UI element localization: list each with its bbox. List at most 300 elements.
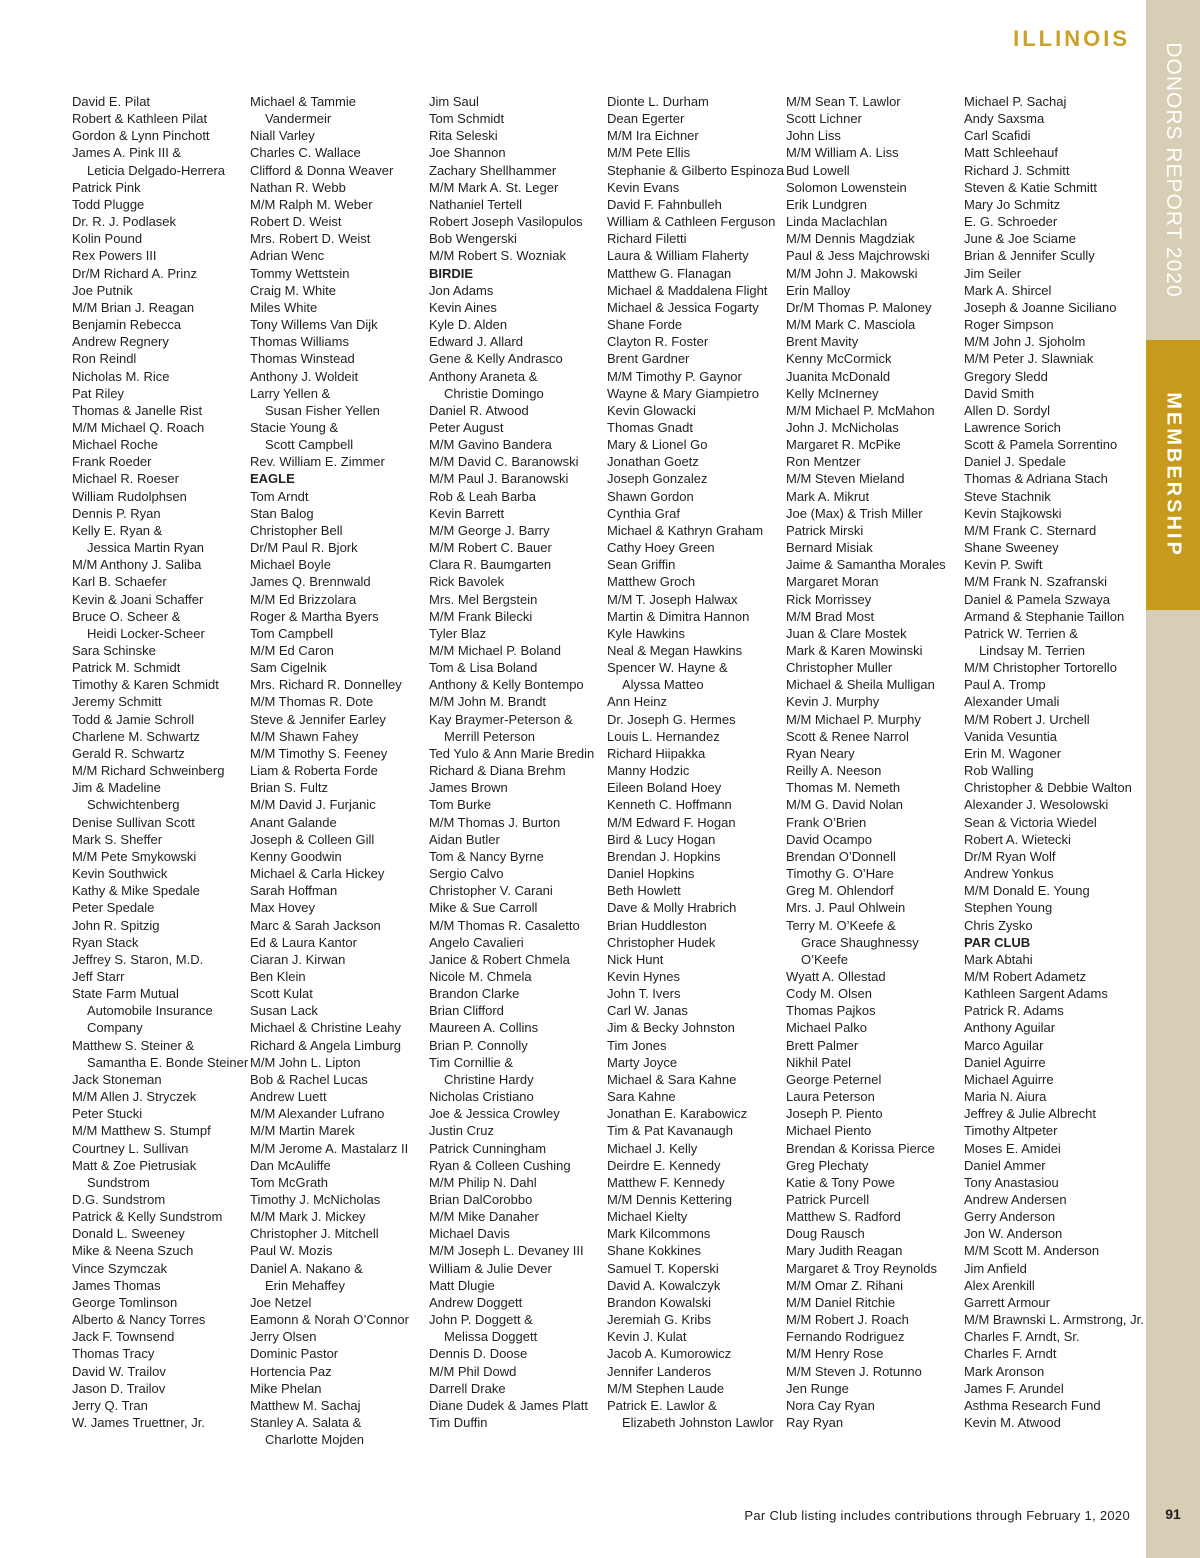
donor-name: Kevin Southwick xyxy=(72,866,168,882)
section-tab xyxy=(1146,340,1200,610)
donor-name: Stacie Young & xyxy=(250,419,339,435)
donor-name: Janice & Robert Chmela xyxy=(429,951,570,967)
donor-name: David E. Pilat xyxy=(72,94,151,109)
donor-name: Patrick Cunningham xyxy=(429,1140,547,1156)
donor-name: Brendan J. Hopkins xyxy=(607,848,721,864)
donor-name: Susan Lack xyxy=(250,1003,318,1019)
donor-name: Kevin J. Kulat xyxy=(607,1329,687,1345)
donor-name: Daniel Aguirre xyxy=(964,1054,1046,1070)
donor-name: M/M Daniel Ritchie xyxy=(786,1294,896,1310)
donor-name: Jack F. Townsend xyxy=(72,1329,175,1345)
donor-name: M/M Paul J. Baranowski xyxy=(429,471,569,487)
donor-name: Todd Plugge xyxy=(72,196,145,212)
donor-name: M/M Dennis Kettering xyxy=(607,1192,732,1207)
donor-name-continued: Leticia Delgado-Herrera xyxy=(87,162,226,178)
donor-name: Kevin Hynes xyxy=(607,968,680,984)
donor-name: Beth Howlett xyxy=(607,883,681,899)
donor-name: Brent Mavity xyxy=(786,334,859,350)
donor-name: M/M Stephen Laude xyxy=(607,1380,725,1396)
donor-name: Jen Runge xyxy=(786,1380,849,1396)
donor-name: M/M Donald E. Young xyxy=(964,883,1090,899)
donor-name: Doug Rausch xyxy=(786,1226,865,1242)
donor-name: Robert Joseph Vasilopulos xyxy=(429,214,583,230)
donor-name: John T. Ivers xyxy=(607,986,681,1002)
donor-name: Paul A. Tromp xyxy=(964,677,1046,693)
state-heading: ILLINOIS xyxy=(1013,26,1130,51)
donor-name-continued: Schwichtenberg xyxy=(87,797,180,813)
donor-name: Anthony Araneta & xyxy=(429,368,538,384)
donor-name: Hortencia Paz xyxy=(250,1363,332,1379)
donor-name: Brian DalCorobbo xyxy=(429,1192,533,1207)
donor-name: Steve Stachnik xyxy=(964,488,1051,504)
donor-name: Daniel J. Spedale xyxy=(964,454,1066,470)
donor-name: Richard Hiipakka xyxy=(607,745,706,761)
donor-name: Erin Malloy xyxy=(786,282,851,298)
donor-name: Mary Judith Reagan xyxy=(786,1243,903,1259)
donor-name: Nathaniel Tertell xyxy=(429,196,522,212)
donor-name: D.G. Sundstrom xyxy=(72,1192,166,1207)
donor-name: Jeffrey & Julie Albrecht xyxy=(964,1106,1096,1122)
donor-name: Wayne & Mary Giampietro xyxy=(607,385,759,401)
donor-name: Bud Lowell xyxy=(786,162,850,178)
donor-name: Richard & Angela Limburg xyxy=(250,1037,402,1053)
donor-name: M/M Brad Most xyxy=(786,608,875,624)
donor-name: Tyler Blaz xyxy=(429,625,487,641)
donor-name: Patrick & Kelly Sundstrom xyxy=(72,1209,223,1225)
donor-name: Michael & Sara Kahne xyxy=(607,1071,737,1087)
donor-name: M/M Frank Bilecki xyxy=(429,608,533,624)
donor-name: Cathy Hoey Green xyxy=(607,540,715,556)
donor-name: Bird & Lucy Hogan xyxy=(607,831,716,847)
donor-name: Thomas & Janelle Rist xyxy=(72,402,203,418)
donor-name: Matthew M. Sachaj xyxy=(250,1397,361,1413)
donor-name: Christopher Hudek xyxy=(607,934,716,950)
donor-name: Roger & Martha Byers xyxy=(250,608,379,624)
donor-name: Tom Arndt xyxy=(250,488,309,504)
donor-name: Tom Campbell xyxy=(250,625,334,641)
donor-name: Kelly E. Ryan & xyxy=(72,522,163,538)
donor-name-continued: Erin Mehaffey xyxy=(265,1277,345,1293)
donor-name: Cody M. Olsen xyxy=(786,986,872,1002)
donor-name: Daniel & Pamela Szwaya xyxy=(964,591,1110,607)
donor-name: Marc & Sarah Jackson xyxy=(250,917,381,933)
donor-name: William & Cathleen Ferguson xyxy=(607,214,776,230)
donor-name: Matthew Groch xyxy=(607,574,696,590)
donor-name: Kevin J. Murphy xyxy=(786,694,880,710)
donor-name: Brandon Kowalski xyxy=(607,1294,712,1310)
donor-name: Charles F. Arndt xyxy=(964,1346,1057,1362)
donor-name: Max Hovey xyxy=(250,900,316,916)
donor-name: Jon W. Anderson xyxy=(964,1226,1063,1242)
donor-name: State Farm Mutual xyxy=(72,986,179,1002)
donor-name: Kolin Pound xyxy=(72,231,143,247)
donor-name: M/M Michael P. Murphy xyxy=(786,711,921,727)
donor-name: Carl Scafidi xyxy=(964,128,1031,144)
donor-name: Juanita McDonald xyxy=(786,368,891,384)
donor-name: Margaret R. McPike xyxy=(786,437,901,453)
donor-column-1 xyxy=(72,93,249,1431)
donor-name: Kathy & Mike Spedale xyxy=(72,883,200,899)
donor-name: Alexander J. Wesolowski xyxy=(964,797,1109,813)
donor-name: Kyle Hawkins xyxy=(607,625,686,641)
donor-name-continued: Vandermeir xyxy=(265,111,332,127)
donor-name: Patrick Pink xyxy=(72,179,141,195)
donor-name: Manny Hodzic xyxy=(607,763,690,779)
donor-name: Mrs. J. Paul Ohlwein xyxy=(786,900,906,916)
donor-name: Robert A. Wietecki xyxy=(964,831,1071,847)
donor-name: Jim Anfield xyxy=(964,1260,1027,1276)
donor-name: Tim & Pat Kavanaugh xyxy=(607,1123,733,1139)
side-tab xyxy=(1146,0,1200,1558)
donor-name: Mike & Sue Carroll xyxy=(429,900,538,916)
donor-name: Jim & Madeline xyxy=(72,780,161,796)
donor-name: Kenny Goodwin xyxy=(250,848,342,864)
donor-name: M/M Mark A. St. Leger xyxy=(429,179,559,195)
donor-name: Pat Riley xyxy=(72,385,125,401)
donor-name: M/M Steven Mieland xyxy=(786,471,905,487)
donor-name: Tom Burke xyxy=(429,797,492,813)
donor-name: M/M Thomas R. Casaletto xyxy=(429,917,580,933)
donor-name: M/M Timothy P. Gaynor xyxy=(607,368,742,384)
donor-name: Matt & Zoe Pietrusiak xyxy=(72,1157,197,1173)
donor-name: M/M Peter J. Slawniak xyxy=(964,351,1094,367)
donor-name: Gerry Anderson xyxy=(964,1209,1056,1225)
donor-name: Marty Joyce xyxy=(607,1054,678,1070)
donor-name: Alex Arenkill xyxy=(964,1277,1035,1293)
donor-name: Lawrence Sorich xyxy=(964,419,1061,435)
donor-name: M/M George J. Barry xyxy=(429,522,550,538)
donor-name: Dennis D. Doose xyxy=(429,1346,528,1362)
donor-name: Nick Hunt xyxy=(607,951,664,967)
donor-name: Mrs. Richard R. Donnelley xyxy=(250,677,402,693)
donor-name: Christopher & Debbie Walton xyxy=(964,780,1132,796)
donor-name: Thomas M. Nemeth xyxy=(786,780,901,796)
donor-name: Steve & Jennifer Earley xyxy=(250,711,386,727)
donor-name: Chris Zysko xyxy=(964,917,1033,933)
donor-name: Thomas Winstead xyxy=(250,351,355,367)
donor-column-6 xyxy=(964,93,1144,1431)
donor-name-continued: Grace Shaughnessy xyxy=(801,934,919,950)
donor-name: Cynthia Graf xyxy=(607,505,680,521)
donor-name: M/M Ira Eichner xyxy=(607,128,699,144)
donor-name: Aidan Butler xyxy=(429,831,500,847)
donor-name: Michael & Kathryn Graham xyxy=(607,522,764,538)
donor-name: Daniel R. Atwood xyxy=(429,402,529,418)
donor-name: Erik Lundgren xyxy=(786,196,867,212)
donor-name: Margaret & Troy Reynolds xyxy=(786,1260,938,1276)
donor-name: Paul W. Mozis xyxy=(250,1243,333,1259)
donor-name: Anthony J. Woldeit xyxy=(250,368,359,384)
donor-name: Erin M. Wagoner xyxy=(964,745,1062,761)
donor-name: Dr/M Paul R. Bjork xyxy=(250,540,358,556)
donor-name: Timothy G. O’Hare xyxy=(786,866,894,882)
donor-name: M/M Mark J. Mickey xyxy=(250,1209,366,1225)
donor-name: Brian S. Fultz xyxy=(250,780,329,796)
donor-name: Diane Dudek & James Platt xyxy=(429,1397,588,1413)
donor-name: Kathleen Sargent Adams xyxy=(964,986,1108,1002)
donor-name: Dennis P. Ryan xyxy=(72,505,161,521)
donor-name: Todd & Jamie Schroll xyxy=(72,711,195,727)
donor-name: Michael & Carla Hickey xyxy=(250,866,385,882)
donor-name: Nicole M. Chmela xyxy=(429,968,532,984)
donor-name: Thomas Tracy xyxy=(72,1346,155,1362)
donor-name: M/M Robert J. Urchell xyxy=(964,711,1090,727)
tier-heading: BIRDIE xyxy=(429,265,474,281)
donor-name: Shawn Gordon xyxy=(607,488,694,504)
donor-name: Sean Griffin xyxy=(607,557,676,573)
donor-name: Patrick R. Adams xyxy=(964,1003,1064,1019)
donor-name: Stephanie & Gilberto Espinoza xyxy=(607,162,785,178)
donor-name: Joe Shannon xyxy=(429,145,506,161)
donor-name: Scott & Pamela Sorrentino xyxy=(964,437,1118,453)
donor-name: Miles White xyxy=(250,299,318,315)
donor-name: Rex Powers III xyxy=(72,248,157,264)
donor-name: Joe (Max) & Trish Miller xyxy=(786,505,923,521)
donor-name: Michael & Christine Leahy xyxy=(250,1020,402,1036)
donor-name: Kevin Aines xyxy=(429,299,497,315)
donor-name: Kay Braymer-Peterson & xyxy=(429,711,573,727)
donor-column-4 xyxy=(607,93,785,1431)
donor-name: M/M John J. Makowski xyxy=(786,265,918,281)
side-tab-report-area xyxy=(1146,0,1200,340)
donor-name: Justin Cruz xyxy=(429,1123,495,1139)
donor-name: Michael & Tammie xyxy=(250,94,356,109)
donor-name: Rob & Leah Barba xyxy=(429,488,536,504)
donor-name: Dave & Molly Hrabrich xyxy=(607,900,737,916)
donor-name: Andrew Luett xyxy=(250,1089,327,1105)
donor-name: Patrick Mirski xyxy=(786,522,864,538)
donor-name: Samuel T. Koperski xyxy=(607,1260,719,1276)
donor-name: Brandon Clarke xyxy=(429,986,520,1002)
donor-name: Michael & Maddalena Flight xyxy=(607,282,768,298)
donor-name: Katie & Tony Powe xyxy=(786,1174,895,1190)
donor-name: Nathan R. Webb xyxy=(250,179,346,195)
donor-name: M/M Robert S. Wozniak xyxy=(429,248,567,264)
donor-name: M/M Sean T. Lawlor xyxy=(786,94,901,109)
donor-name: Angelo Cavalieri xyxy=(429,934,524,950)
donor-name: Liam & Roberta Forde xyxy=(250,763,378,779)
donor-name: Tom McGrath xyxy=(250,1174,329,1190)
donor-name: Michael Davis xyxy=(429,1226,510,1242)
tier-heading: PAR CLUB xyxy=(964,934,1031,950)
donor-name: Maria N. Aiura xyxy=(964,1089,1047,1105)
donor-name: W. James Truettner, Jr. xyxy=(72,1415,205,1431)
donor-name: Mark Kilcommons xyxy=(607,1226,711,1242)
donor-name: Jaime & Samantha Morales xyxy=(786,557,946,573)
donor-name: William & Julie Dever xyxy=(429,1260,552,1276)
donor-name: Vince Szymczak xyxy=(72,1260,168,1276)
donor-name: Christopher Muller xyxy=(786,660,893,676)
donor-name: M/M Ralph M. Weber xyxy=(250,196,373,212)
donor-name: M/M Robert J. Roach xyxy=(786,1312,909,1328)
donor-name: M/M David C. Baranowski xyxy=(429,454,579,470)
donor-name: Nikhil Patel xyxy=(786,1054,852,1070)
donor-name: Daniel A. Nakano & xyxy=(250,1260,363,1276)
donor-name: Frank O’Brien xyxy=(786,814,867,830)
donor-name: Andrew Yonkus xyxy=(964,866,1054,882)
donor-name: Joseph & Joanne Siciliano xyxy=(964,299,1117,315)
donor-name: David Smith xyxy=(964,385,1035,401)
donor-name: Christopher J. Mitchell xyxy=(250,1226,379,1242)
donor-name: Matt Schleehauf xyxy=(964,145,1058,161)
donor-name: Mary Jo Schmitz xyxy=(964,196,1061,212)
donor-name: Michael Aguirre xyxy=(964,1071,1054,1087)
donor-name: Nicholas M. Rice xyxy=(72,368,170,384)
donor-name: Louis L. Hernandez xyxy=(607,728,720,744)
donor-name: Mark A. Shircel xyxy=(964,282,1052,298)
donor-name: Kevin Glowacki xyxy=(607,402,696,418)
donor-name: Jerry Olsen xyxy=(250,1329,317,1345)
donor-name: John P. Doggett & xyxy=(429,1312,533,1328)
donor-name-continued: Merrill Peterson xyxy=(444,728,536,744)
donor-name: Roger Simpson xyxy=(964,317,1054,333)
donor-name: Gene & Kelly Andrasco xyxy=(429,351,563,367)
donor-name: Jonathan Goetz xyxy=(607,454,699,470)
donor-name: Jerry Q. Tran xyxy=(72,1397,148,1413)
donor-name: M/M Shawn Fahey xyxy=(250,728,359,744)
donor-name-continued: Susan Fisher Yellen xyxy=(265,402,380,418)
donor-name: David W. Trailov xyxy=(72,1363,166,1379)
donor-name: Sam Cigelnik xyxy=(250,660,327,676)
donor-name: Ray Ryan xyxy=(786,1415,844,1431)
donor-name: Bob Wengerski xyxy=(429,231,517,247)
donor-name: Sara Schinske xyxy=(72,643,156,658)
donor-name: Christopher Bell xyxy=(250,522,343,538)
donor-name: Margaret Moran xyxy=(786,574,879,590)
donor-name: Andrew Doggett xyxy=(429,1294,523,1310)
donor-name: Maureen A. Collins xyxy=(429,1020,539,1036)
donor-name: Tim Cornillie & xyxy=(429,1054,514,1070)
donor-name: Darrell Drake xyxy=(429,1380,506,1396)
donor-name: Jim Seiler xyxy=(964,265,1022,281)
donor-name: M/M Michael Q. Roach xyxy=(72,419,205,435)
donor-name: Michael & Jessica Fogarty xyxy=(607,299,759,315)
donor-name: Jacob A. Kumorowicz xyxy=(607,1346,732,1362)
donor-name: John R. Spitzig xyxy=(72,917,160,933)
donor-name: Mrs. Robert D. Weist xyxy=(250,231,371,247)
donor-name: Allen D. Sordyl xyxy=(964,402,1050,418)
donor-column-5 xyxy=(786,93,958,1431)
donor-name: Kevin Barrett xyxy=(429,505,505,521)
donor-name: M/M Michael P. Boland xyxy=(429,643,561,658)
donor-name: Ryan & Colleen Cushing xyxy=(429,1157,571,1173)
donor-name: Peter August xyxy=(429,419,504,435)
donor-name: Denise Sullivan Scott xyxy=(72,814,195,830)
donor-name: Dean Egerter xyxy=(607,111,685,127)
donor-name: Jason D. Trailov xyxy=(72,1380,166,1396)
donor-name: Ryan Stack xyxy=(72,934,139,950)
donor-name: Rev. William E. Zimmer xyxy=(250,454,385,470)
donor-name: Christopher V. Carani xyxy=(429,883,553,899)
donor-name: George Tomlinson xyxy=(72,1294,178,1310)
donor-name: Niall Varley xyxy=(250,128,315,144)
donor-name: Dr/M Thomas P. Maloney xyxy=(786,299,932,315)
donor-name: Joseph P. Piento xyxy=(786,1106,883,1122)
donor-name: Jeremy Schmitt xyxy=(72,694,162,710)
donor-name: Rick Bavolek xyxy=(429,574,505,590)
donor-name: Asthma Research Fund xyxy=(964,1397,1101,1413)
donor-name: Carl W. Janas xyxy=(607,1003,688,1019)
section-title: MEMBERSHIP xyxy=(1162,392,1185,558)
donor-name: Andy Saxsma xyxy=(964,111,1045,127)
donor-name: Joseph Gonzalez xyxy=(607,471,708,487)
donor-name: M/M Robert C. Bauer xyxy=(429,540,552,556)
donor-name: Benjamin Rebecca xyxy=(72,317,182,333)
donor-name: M/M Henry Rose xyxy=(786,1346,884,1362)
donor-name: M/M John L. Lipton xyxy=(250,1054,361,1070)
donor-name: Ben Klein xyxy=(250,968,306,984)
donor-name-continued: Lindsay M. Terrien xyxy=(979,643,1085,658)
donor-name: Richard Filetti xyxy=(607,231,687,247)
donor-name: James F. Arundel xyxy=(964,1380,1064,1396)
donor-name: M/M Timothy S. Feeney xyxy=(250,745,388,761)
donor-name: M/M Matthew S. Stumpf xyxy=(72,1123,211,1139)
donor-name: Brian Huddleston xyxy=(607,917,707,933)
donor-name: Tim Duffin xyxy=(429,1415,488,1431)
donor-name: Thomas Pajkos xyxy=(786,1003,876,1019)
donor-name: Thomas Williams xyxy=(250,334,349,350)
donor-name: Mark Abtahi xyxy=(964,951,1033,967)
donor-name: Brendan & Korissa Pierce xyxy=(786,1140,935,1156)
donor-name: Shane Forde xyxy=(607,317,683,333)
donor-name: Anthony & Kelly Bontempo xyxy=(429,677,584,693)
donor-column-2 xyxy=(250,93,422,1448)
donor-name: Reilly A. Neeson xyxy=(786,763,882,779)
donor-name: Craig M. White xyxy=(250,282,336,298)
donor-name: Jennifer Landeros xyxy=(607,1363,712,1379)
donor-name: Jeff Starr xyxy=(72,968,125,984)
donor-name: Jim Saul xyxy=(429,94,479,109)
donor-name-continued: Automobile Insurance xyxy=(87,1003,213,1019)
donor-name: M/M Anthony J. Saliba xyxy=(72,557,202,573)
donor-name: James Q. Brennwald xyxy=(250,574,371,590)
donor-name: William Rudolphsen xyxy=(72,488,187,504)
donor-name: Matthew G. Flanagan xyxy=(607,265,732,281)
donor-name: M/M Gavino Bandera xyxy=(429,437,552,453)
donor-name: Jim & Becky Johnston xyxy=(607,1020,735,1036)
donor-name: Richard J. Schmitt xyxy=(964,162,1070,178)
donor-name: Michael Palko xyxy=(786,1020,867,1036)
donor-name-continued: Scott Campbell xyxy=(265,437,354,453)
donor-name-continued: O’Keefe xyxy=(801,951,848,967)
donor-name: Joseph & Colleen Gill xyxy=(250,831,375,847)
donor-name: M/M Mike Danaher xyxy=(429,1209,539,1225)
donor-name: Paul & Jess Majchrowski xyxy=(786,248,930,264)
donor-name: Laura & William Flaherty xyxy=(607,248,749,264)
donor-name: Eileen Boland Hoey xyxy=(607,780,722,796)
donor-name: Jeremiah G. Kribs xyxy=(607,1312,712,1328)
donor-name: Mike & Neena Szuch xyxy=(72,1243,194,1259)
donor-name: M/M Christopher Tortorello xyxy=(964,660,1117,676)
donor-name: M/M Joseph L. Devaney III xyxy=(429,1243,584,1259)
donor-name: Shane Sweeney xyxy=(964,540,1059,556)
donor-name: Daniel Ammer xyxy=(964,1157,1046,1173)
donor-name: Jack Stoneman xyxy=(72,1071,162,1087)
donor-name: Jon Adams xyxy=(429,282,494,298)
donor-name: Matthew S. Steiner & xyxy=(72,1037,195,1053)
donor-name: Patrick W. Terrien & xyxy=(964,625,1078,641)
donor-name: Brian P. Connolly xyxy=(429,1037,528,1053)
donor-name: M/M Thomas J. Burton xyxy=(429,814,561,830)
donor-name: Vanida Vesuntia xyxy=(964,728,1057,744)
donor-name: Gordon & Lynn Pinchott xyxy=(72,128,210,144)
donor-name: M/M John J. Sjoholm xyxy=(964,334,1086,350)
donor-name: Rita Seleski xyxy=(429,128,498,144)
donor-name: M/M Brian J. Reagan xyxy=(72,299,195,315)
footer-note: Par Club listing includes contributions through February 1, 2020 xyxy=(744,1508,1130,1523)
donor-name: Michael Kielty xyxy=(607,1209,688,1225)
donor-name: Richard & Diana Brehm xyxy=(429,763,566,779)
